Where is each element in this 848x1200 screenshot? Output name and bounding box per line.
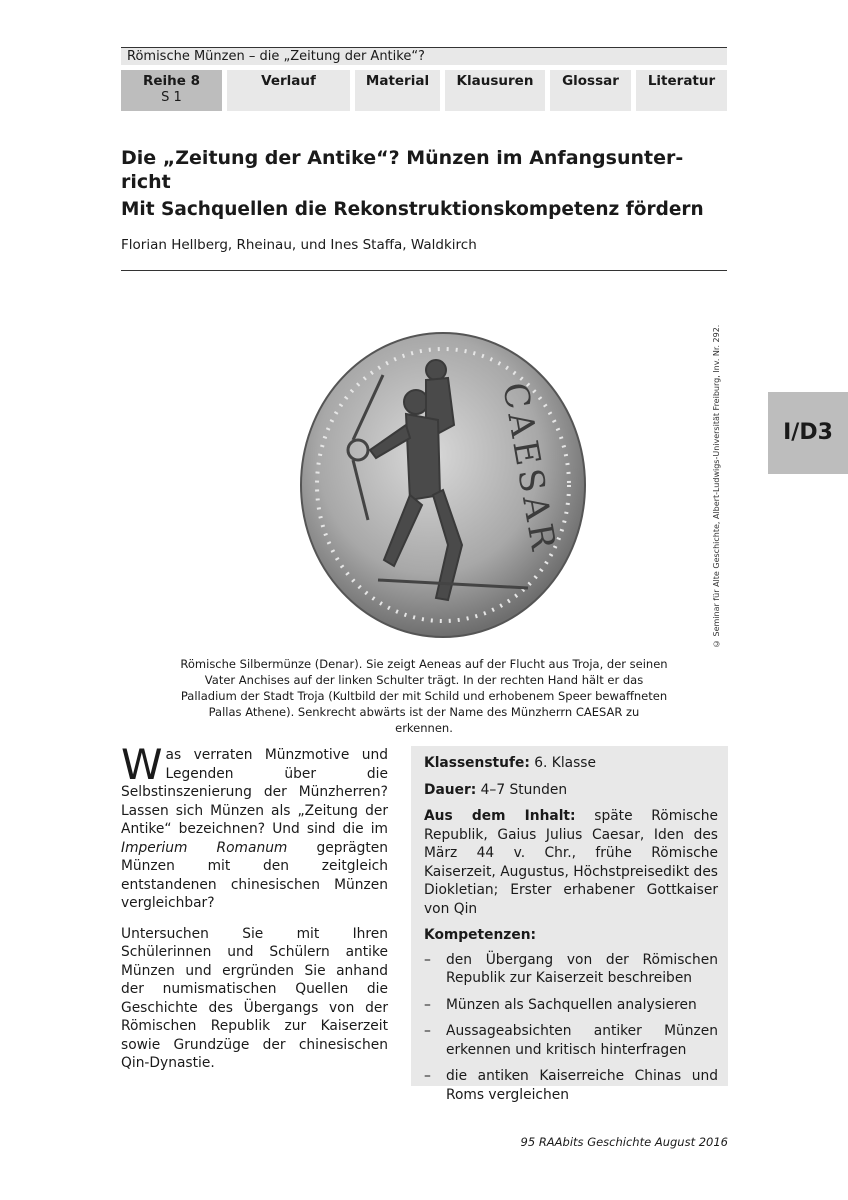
coin-legend: CAESAR (494, 379, 564, 557)
info-value: 6. Klasse (529, 755, 596, 771)
list-dash: – (424, 951, 431, 968)
list-dash: – (424, 996, 431, 1013)
list-item (424, 1067, 718, 1104)
intro-paragraph-2: Untersuchen Sie mit Ihren Schülerinnen und Schülern antike Münzen und ergründen Sie anhand der numismatischen Quellen die Geschichte des Übergangs von der Römischen Republik zur Kaiserzeit sowie Grundzüge der chinesischen Qin-Dynastie. (121, 925, 388, 1071)
image-copyright: © Seminar für Alte Geschichte, Albert-Ludwigs-Universität Freiburg, Inv. Nr. 292. (712, 324, 721, 648)
info-inhalt (424, 807, 718, 918)
info-label: Klassenstufe: (424, 755, 530, 771)
denarius-illustration (298, 330, 588, 640)
info-label: Aus dem Inhalt: (424, 808, 576, 824)
intro-paragraph-1 (121, 740, 389, 913)
info-box (411, 746, 728, 1103)
info-kompetenzen-label: Kompetenzen: (424, 927, 537, 943)
nav-reihe[interactable] (121, 70, 222, 111)
nav-material[interactable]: Material (355, 70, 440, 111)
nav-page-number: S 1 (161, 90, 182, 105)
intro-text-part: geprägten Münzen mit den zeitgleich entstandenen chinesischen Münzen vergleichbar? (121, 839, 389, 911)
nav-verlauf[interactable]: Verlauf (227, 70, 350, 111)
info-value: 4–7 Stunden (476, 781, 568, 798)
info-dauer (424, 781, 718, 800)
info-label: Dauer: (424, 781, 477, 798)
series-title: Römische Münzen – die „Zeitung der Antike“? (121, 48, 727, 65)
list-item (424, 951, 718, 988)
nav-glossar[interactable]: Glossar (550, 70, 631, 111)
nav-reihe-label: Reihe 8 (142, 73, 201, 89)
list-item (424, 996, 718, 1015)
article-subtitle: Mit Sachquellen die Rekonstruktionskompetenz fördern (121, 199, 704, 220)
intro-italic-term: Imperium Romanum (121, 839, 288, 856)
list-item-text: Aussageabsichten antiker Münzen erkennen und kritisch hinterfragen (446, 1023, 718, 1058)
list-item-text: den Übergang von der Römischen Republik zur Kaiserzeit beschreiben (446, 951, 718, 986)
coin-image (298, 330, 588, 640)
info-klassenstufe (424, 754, 718, 773)
article-title: Die „Zeitung der Antike“? Münzen im Anfangsunter- richt (121, 147, 684, 193)
article-authors: Florian Hellberg, Rheinau, und Ines Staffa, Waldkirch (121, 237, 477, 253)
list-dash: – (424, 1023, 431, 1039)
drop-cap: W (121, 740, 163, 789)
nav-klausuren[interactable]: Klausuren (445, 70, 545, 111)
list-dash: – (424, 1068, 431, 1084)
info-value: späte Römische Republik, Gaius Julius Caesar, Iden des März 44 v. Chr., frühe Römische Kaiserzeit, Augustus, Höchstpreisedikt des Diokletian; Erster erhabener Gottkaiser von Qin (424, 808, 718, 917)
kompetenzen-list (424, 951, 718, 1105)
title-rule (121, 270, 727, 271)
chapter-tab: I/D3 (768, 392, 848, 474)
list-item-text: die antiken Kaiserreiche Chinas und Roms vergleichen (446, 1068, 718, 1103)
intro-text (121, 740, 389, 1085)
list-item (424, 1022, 718, 1059)
page-footer: 95 RAAbits Geschichte August 2016 (520, 1135, 728, 1149)
nav-literatur[interactable]: Literatur (636, 70, 727, 111)
image-caption: Römische Silbermünze (Denar). Sie zeigt Aeneas auf der Flucht aus Troja, der seinen Vater Anchises auf der linken Schulter trägt. In der rechten Hand hält er das Palladium der Stadt Troja (Kultbild der mit Schild und erhobenem Speer bewaffneten Pallas Athene). Senkrecht abwärts ist der Name des Münzherrn CAESAR zu erkennen. (180, 657, 668, 735)
list-item-text: Münzen als Sachquellen analysieren (446, 996, 697, 1013)
intro-text-part: as verraten Münzmotive und Legenden über die Selbstinszenierung der Münzherren? Lassen sich Münzen als „Zeitung der Antike“ bezeichnen? Und sind die im (121, 747, 388, 837)
